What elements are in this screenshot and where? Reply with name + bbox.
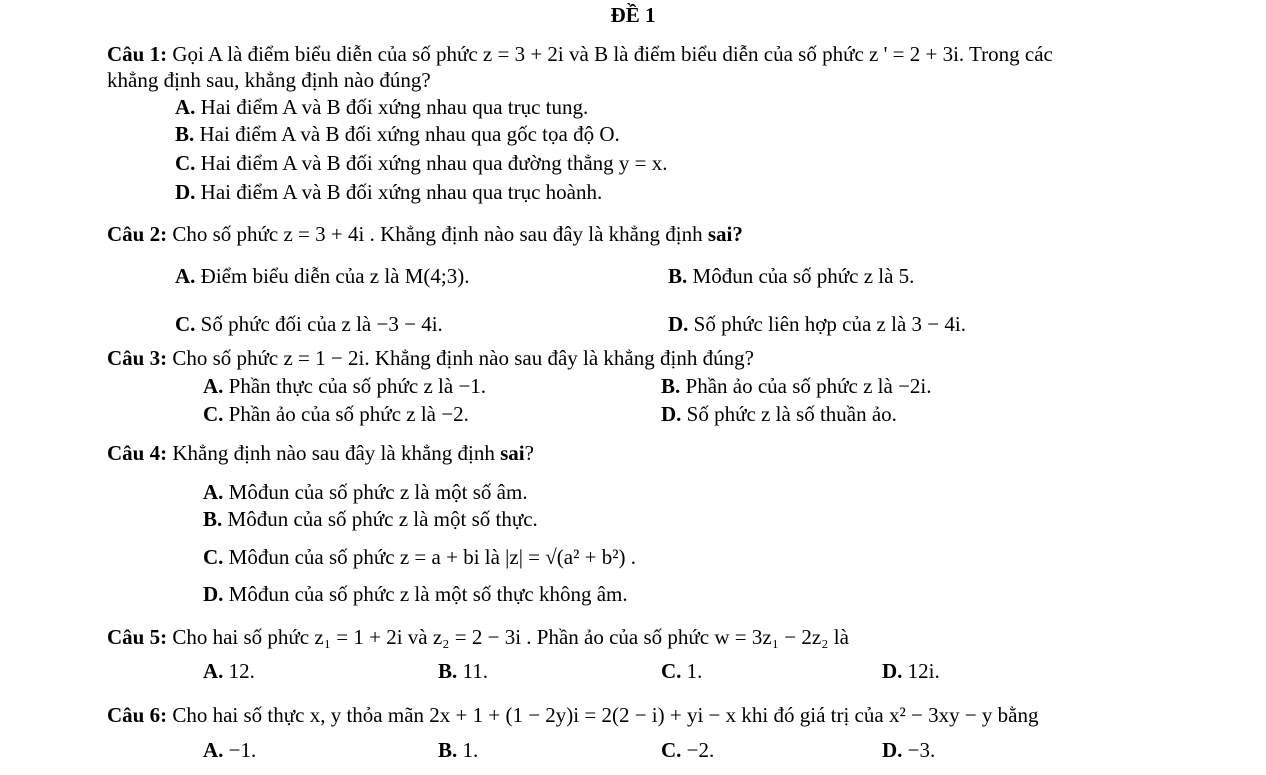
option-c: C. Phần ảo của số phức z là −2. <box>203 402 469 426</box>
question-label: Câu 2: <box>107 222 168 246</box>
option-d: D. Số phức z là số thuần ảo. <box>661 402 897 426</box>
question-1 <box>107 41 1053 67</box>
option-c: C. −2. <box>661 738 715 762</box>
question-label: Câu 3: <box>107 346 168 370</box>
question-text: Cho hai số thực x, y thỏa mãn 2x + 1 + (1 − 2y)i = 2(2 − i) + yi − x khi đó giá trị của x² − 3xy − y bằng <box>172 703 1039 727</box>
option-a: A. Môđun của số phức z là một số âm. <box>203 480 528 504</box>
page-title: ĐỀ 1 <box>610 3 656 27</box>
question-5 <box>107 624 849 650</box>
option-b: B. 11. <box>438 659 488 683</box>
option-d: D. −3. <box>882 738 936 762</box>
question-3 <box>107 345 754 371</box>
option-d: D. 12i. <box>882 659 940 683</box>
option-b: B. Môđun của số phức z là một số thực. <box>203 507 538 531</box>
question-label: Câu 1: <box>107 42 168 66</box>
option-c: C. Môđun của số phức z = a + bi là |z| = √(a² + b²) . <box>203 545 637 569</box>
option-c: C. Hai điểm A và B đối xứng nhau qua đường thẳng y = x. <box>175 151 668 175</box>
question-emphasis: sai <box>500 441 525 465</box>
option-b: B. Phần ảo của số phức z là −2i. <box>661 374 932 398</box>
question-text: Khẳng định nào sau đây là khẳng định <box>172 441 495 465</box>
option-d: D. Hai điểm A và B đối xứng nhau qua trục hoành. <box>175 180 603 204</box>
question-label: Câu 5: <box>107 625 168 649</box>
option-b: B. 1. <box>438 738 479 762</box>
question-label: Câu 6: <box>107 703 168 727</box>
question-text: Cho số phức z = 1 − 2i. Khẳng định nào sau đây là khẳng định đúng? <box>172 346 754 370</box>
question-text: Cho hai số phức z₁ = 1 + 2i và z₂ = 2 − 3i . Phần ảo của số phức w = 3z₁ − 2z₂ là <box>172 625 849 649</box>
option-a: A. Hai điểm A và B đối xứng nhau qua trục tung. <box>175 95 589 119</box>
question-emphasis: sai? <box>707 222 743 246</box>
option-c: C. 1. <box>661 659 703 683</box>
option-d: D. Số phức liên hợp của z là 3 − 4i. <box>668 312 966 336</box>
question-text: Cho số phức z = 3 + 4i . Khẳng định nào sau đây là khẳng định <box>172 222 703 246</box>
question-label: Câu 4: <box>107 441 168 465</box>
question-1-line2: khẳng định sau, khẳng định nào đúng? <box>107 68 431 92</box>
option-a: A. Điểm biểu diễn của z là M(4;3). <box>175 264 470 288</box>
option-d: D. Môđun của số phức z là một số thực không âm. <box>203 582 628 606</box>
option-a: A. −1. <box>203 738 257 762</box>
option-a: A. 12. <box>203 659 255 683</box>
option-b: B. Môđun của số phức z là 5. <box>668 264 915 288</box>
question-text: Gọi A là điểm biểu diễn của số phức z = 3 + 2i và B là điểm biểu diễn của số phức z ' = 2 + 3i. Trong các <box>172 42 1053 66</box>
option-a: A. Phần thực của số phức z là −1. <box>203 374 487 398</box>
option-b: B. Hai điểm A và B đối xứng nhau qua gốc tọa độ O. <box>175 122 620 146</box>
question-2 <box>107 221 743 247</box>
question-6 <box>107 702 1039 728</box>
question-4: Câu 4: Khẳng định nào sau đây là khẳng định sai? <box>107 441 534 465</box>
option-c: C. Số phức đối của z là −3 − 4i. <box>175 312 443 336</box>
